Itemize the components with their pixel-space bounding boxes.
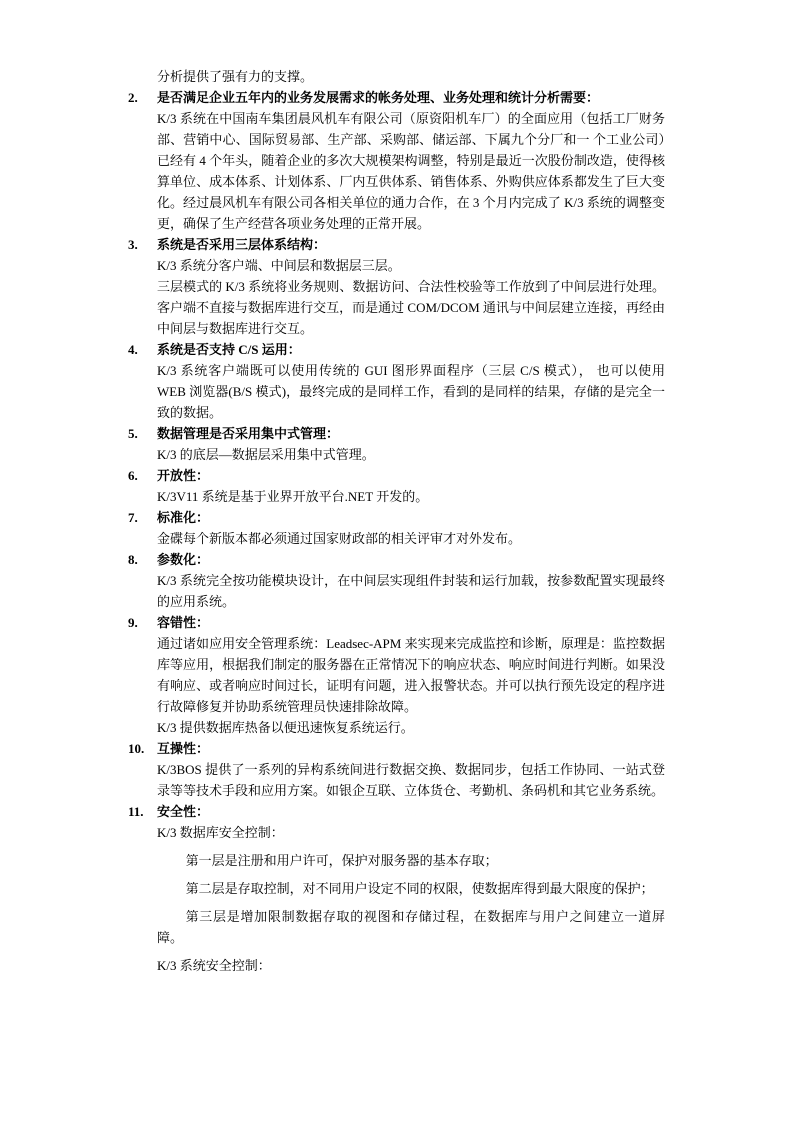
item-paragraph: K/3 系统客户端既可以使用传统的 GUI 图形界面程序（三层 C/S 模式）， 也可以使用 WEB 浏览器(B/S 模式)，最终完成的是同样工作，看到的是同样的结果，存储的是完全一致的数据。 xyxy=(157,363,665,420)
list-item-10 xyxy=(128,738,665,801)
item-number: 5. xyxy=(128,426,138,441)
item-paragraph: K/3 系统分客户端、中间层和数据层三层。 xyxy=(157,258,401,273)
item-paragraph: 金碟每个新版本都必须通过国家财政部的相关评审才对外发布。 xyxy=(157,531,522,546)
item-paragraph: K/3BOS 提供了一系列的异构系统间进行数据交换、数据同步，包括工作协同、一站式登录等等技术手段和应用方案。如银企互联、立体货仓、考勤机、条码机和其它业务系统。 xyxy=(157,762,665,798)
item-title: 开放性： xyxy=(157,468,210,483)
item-number: 6. xyxy=(128,468,138,483)
item-paragraph: K/3 系统在中国南车集团晨风机车有限公司（原资阳机车厂）的全面应用（包括工厂财务部、营销中心、国际贸易部、生产部、采购部、储运部、下属九个分厂和一 个工业公司）已经有 4 个年头，随着企业的多次大规模架构调整，特别是最近一次股份制改造，使得核算单位、成本体系、计划体系、厂内互供体系、销售体系、外购供应体系都发生了巨大变化。经过晨风机车有限公司各相关单位的通力合作，在 3 个月内完成了 K/3 系统的调整变更，确保了生产经营各项业务处理的正常开展。 xyxy=(157,111,665,231)
item-title: 容错性： xyxy=(157,615,210,630)
item-paragraph: K/3V11 系统是基于业界开放平台.NET 开发的。 xyxy=(157,489,429,504)
list-item-11 xyxy=(128,801,665,976)
item-title: 系统是否支持 C/S 运用： xyxy=(157,342,301,357)
intro-paragraph: 分析提供了强有力的支撑。 xyxy=(157,69,314,84)
list-item-7 xyxy=(128,507,665,549)
item-number: 2. xyxy=(128,90,138,105)
item-number: 3. xyxy=(128,237,138,252)
item-title: 系统是否采用三层体系结构： xyxy=(157,237,327,252)
list-item-6 xyxy=(128,465,665,507)
item-paragraph: K/3 系统完全按功能模块设计，在中间层实现组件封装和运行加载，按参数配置实现最终的应用系统。 xyxy=(157,573,665,609)
item-title: 是否满足企业五年内的业务发展需求的帐务处理、业务处理和统计分析需要： xyxy=(157,90,600,105)
item-title: 参数化： xyxy=(157,552,210,567)
item-paragraph: K/3 数据库安全控制： xyxy=(157,825,284,840)
item-title: 标准化： xyxy=(157,510,210,525)
item-title: 安全性： xyxy=(157,804,210,819)
list-item-8 xyxy=(128,549,665,612)
item-paragraph: K/3 的底层—数据层采用集中式管理。 xyxy=(157,447,375,462)
list-item-4 xyxy=(128,339,665,423)
item-number: 7. xyxy=(128,510,138,525)
item-number: 10. xyxy=(128,741,145,756)
item-number: 4. xyxy=(128,342,138,357)
item-number: 11. xyxy=(128,804,144,819)
item-paragraph: 三层模式的 K/3 系统将业务规则、数据访问、合法性校验等工作放到了中间层进行处理。客户端不直接与数据库进行交互，而是通过 COM/DCOM 通讯与中间层建立连接，再经由中间层与数据库进行交互。 xyxy=(157,279,665,336)
list-item-9 xyxy=(128,612,665,738)
item-paragraph: 第一层是注册和用户许可，保护对服务器的基本存取； xyxy=(185,853,498,868)
item-title: 互操性： xyxy=(157,741,210,756)
item-paragraph: K/3 提供数据库热备以便迅速恢复系统运行。 xyxy=(157,720,414,735)
item-paragraph: 通过诸如应用安全管理系统：Leadsec-APM 来实现来完成监控和诊断，原理是：监控数据库等应用，根据我们制定的服务器在正常情况下的响应状态、响应时间进行判断。如果没有响应、或者响应时间过长，证明有问题，进入报警状态。并可以执行预先设定的程序进行故障修复并协助系统管理员快速排除故障。 xyxy=(157,636,665,714)
item-number: 9. xyxy=(128,615,138,630)
list-item-2 xyxy=(128,87,665,234)
item-paragraph: K/3 系统安全控制： xyxy=(157,958,271,973)
item-title: 数据管理是否采用集中式管理： xyxy=(157,426,340,441)
item-paragraph: 第三层是增加限制数据存取的视图和存储过程，在数据库与用户之间建立一道屏障。 xyxy=(157,909,665,945)
list-item-5 xyxy=(128,423,665,465)
item-paragraph: 第二层是存取控制，对不同用户设定不同的权限，使数据库得到最大限度的保护； xyxy=(185,881,654,896)
item-number: 8. xyxy=(128,552,138,567)
list-item-3 xyxy=(128,234,665,339)
